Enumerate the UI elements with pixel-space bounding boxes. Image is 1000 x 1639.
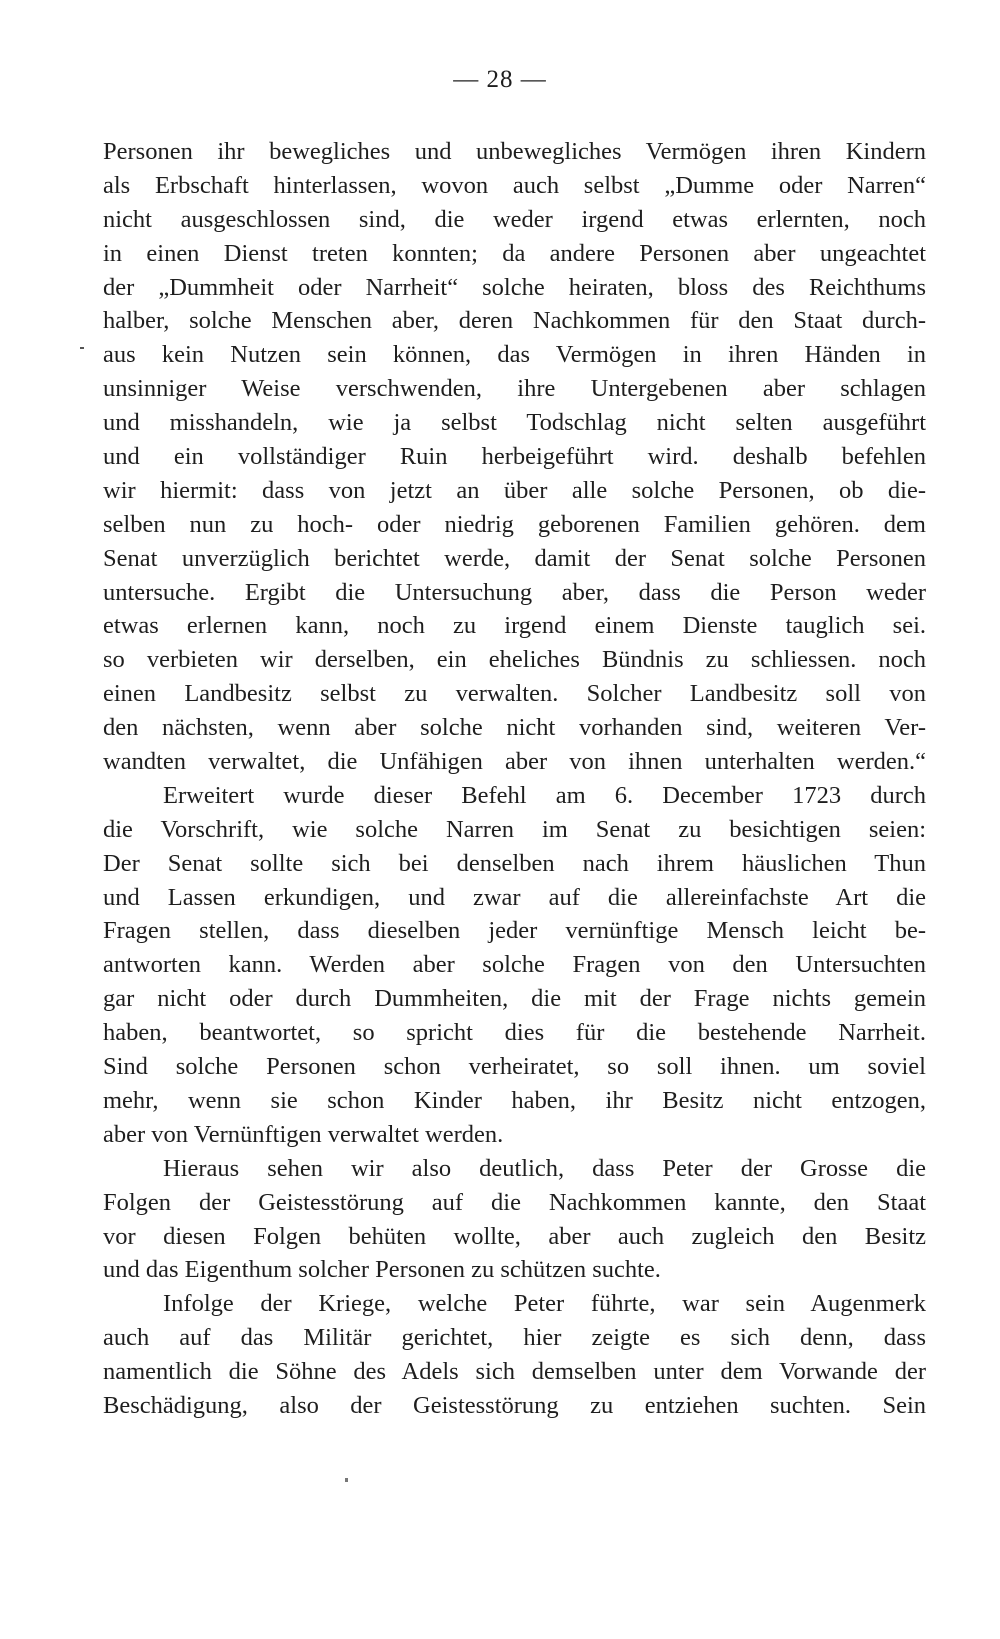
text-line: namentlich die Söhne des Adels sich demselben unter dem Vorwande der	[103, 1358, 926, 1386]
margin-mark	[80, 347, 84, 349]
text-line: die Vorschrift, wie solche Narren im Senat zu besichtigen seien:	[103, 815, 926, 843]
text-line: nicht ausgeschlossen sind, die weder irgend etwas erlernten, noch	[103, 205, 926, 233]
text-line: so verbieten wir derselben, ein eheliches Bündnis zu schliessen. noch	[103, 646, 926, 674]
page-number: — 28 —	[453, 66, 547, 93]
text-line: und misshandeln, wie ja selbst Todschlag nicht selten ausgeführt	[103, 409, 926, 437]
text-line: in einen Dienst treten konnten; da andere Personen aber ungeachtet	[103, 239, 926, 267]
text-line: und ein vollständiger Ruin herbeigeführt wird. deshalb befehlen	[103, 443, 926, 471]
text-line: einen Landbesitz selbst zu verwalten. Solcher Landbesitz soll von	[103, 680, 926, 708]
text-line: Sind solche Personen schon verheiratet, so soll ihnen. um soviel	[103, 1053, 926, 1081]
text-line: mehr, wenn sie schon Kinder haben, ihr Besitz nicht entzogen,	[103, 1086, 926, 1114]
text-line: Folgen der Geistesstörung auf die Nachkommen kannte, den Staat	[103, 1188, 926, 1216]
text-line: Erweitert wurde dieser Befehl am 6. December 1723 durch	[163, 781, 926, 809]
text-line: aber von Vernünftigen verwaltet werden.	[103, 1120, 504, 1148]
text-line: gar nicht oder durch Dummheiten, die mit der Frage nichts gemein	[103, 985, 926, 1013]
text-line: Senat unverzüglich berichtet werde, damit der Senat solche Personen	[103, 544, 926, 572]
text-line: den nächsten, wenn aber solche nicht vorhanden sind, weiteren Ver-	[103, 714, 926, 742]
text-line: Der Senat sollte sich bei denselben nach ihrem häuslichen Thun	[103, 849, 926, 877]
body-text	[103, 135, 926, 1423]
text-line: antworten kann. Werden aber solche Fragen von den Untersuchten	[103, 951, 926, 979]
text-line: wir hiermit: dass von jetzt an über alle solche Personen, ob die-	[103, 476, 926, 504]
text-line: wandten verwaltet, die Unfähigen aber von ihnen unterhalten werden.“	[103, 748, 926, 776]
text-line: selben nun zu hoch- oder niedrig geborenen Familien gehören. dem	[103, 510, 926, 538]
text-line: vor diesen Folgen behüten wollte, aber auch zugleich den Besitz	[103, 1222, 926, 1250]
text-line: haben, beantwortet, so spricht dies für die bestehende Narrheit.	[103, 1019, 926, 1047]
text-line: Personen ihr bewegliches und unbewegliches Vermögen ihren Kindern	[103, 138, 926, 165]
text-line: Infolge der Kriege, welche Peter führte, war sein Augenmerk	[163, 1290, 926, 1318]
text-line: aus kein Nutzen sein können, das Vermögen in ihren Händen in	[103, 341, 926, 369]
text-line: und Lassen erkundigen, und zwar auf die allereinfachste Art die	[103, 883, 926, 911]
text-line: auch auf das Militär gerichtet, hier zeigte es sich denn, dass	[103, 1324, 926, 1352]
text-line: etwas erlernen kann, noch zu irgend einem Dienste tauglich sei.	[103, 612, 926, 640]
text-line: untersuche. Ergibt die Untersuchung aber, dass die Person weder	[103, 578, 926, 606]
text-line: Hieraus sehen wir also deutlich, dass Peter der Grosse die	[163, 1154, 926, 1182]
text-line: Beschädigung, also der Geistesstörung zu entziehen suchten. Sein	[103, 1391, 926, 1419]
text-line: als Erbschaft hinterlassen, wovon auch selbst „Dumme oder Narren“	[103, 171, 926, 199]
text-line: halber, solche Menschen aber, deren Nachkommen für den Staat durch-	[103, 307, 926, 335]
print-speck	[345, 1478, 348, 1482]
text-line: Fragen stellen, dass dieselben jeder vernünftige Mensch leicht be-	[103, 917, 926, 945]
text-line: der „Dummheit oder Narrheit“ solche heiraten, bloss des Reichthums	[103, 273, 926, 301]
text-line: unsinniger Weise verschwenden, ihre Untergebenen aber schlagen	[103, 375, 926, 403]
text-line: und das Eigenthum solcher Personen zu schützen suchte.	[103, 1256, 661, 1284]
